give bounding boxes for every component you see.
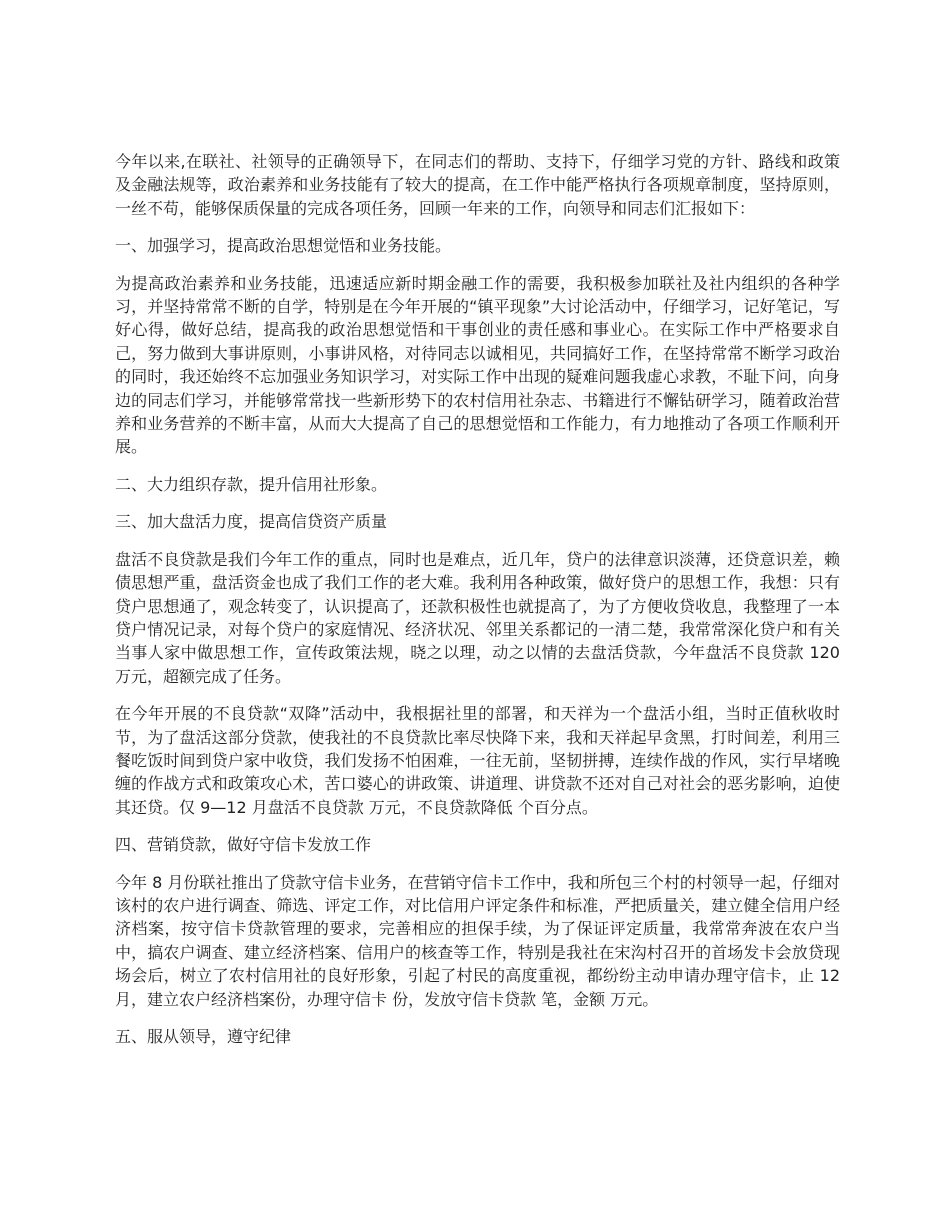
section-heading-2: 二、大力组织存款，提升信用社形象。 bbox=[115, 474, 388, 494]
intro-paragraph: 今年以来,在联社、社领导的正确领导下，在同志们的帮助、支持下，仔细学习党的方针、路线和政策及金融法规等，政治素养和业务技能有了较大的提高，在工作中能严格执行各项规章制度，坚持原则，一丝不苟，能够保质保量的完成各项任务，回顾一年来的工作，向领导和同志们汇报如下： bbox=[115, 152, 840, 218]
section-3-paragraph-1: 盘活不良贷款是我们今年工作的重点，同时也是难点，近几年，贷户的法律意识淡薄，还贷意识差，赖债思想严重，盘活资金也成了我们工作的老大难。我利用各种政策，做好贷户的思想工作，我想：只有贷户思想通了，观念转变了，认识提高了，还款积极性也就提高了，为了方便收贷收息，我整理了一本贷户情况记录，对每个贷户的家庭情况、经济状况、邻里关系都记的一清二楚，我常常深化贷户和有关当事人家中做思想工作，宣传政策法规，晓之以理，动之以情的去盘活贷款，今年盘活不良贷款 120 万元，超额完成了任务。 bbox=[115, 549, 840, 686]
section-heading-3: 三、加大盘活力度，提高信贷资产质量 bbox=[115, 512, 388, 532]
section-heading-5: 五、服从领导，遵守纪律 bbox=[115, 1027, 292, 1046]
section-4-paragraph: 今年 8 月份联社推出了贷款守信卡业务，在营销守信卡工作中，我和所包三个村的村领导一起，仔细对该村的农户进行调查、筛选、评定工作，对比信用户评定条件和标准，严把质量关，建立健全信用户经济档案，按守信卡贷款管理的要求，完善相应的担保手续，为了保证评定质量，我常常奔波在农户当中，搞农户调查、建立经济档案、信用户的核查等工作，特别是我社在宋沟村召开的首场发卡会放贷现场会后，树立了农村信用社的良好形象，引起了村民的高度重视，都纷纷主动申请办理守信卡，止 12 月，建立农户经济档案份，办理守信卡 份，发放守信卡贷款 笔，金额 万元。 bbox=[115, 872, 840, 1009]
section-heading-1: 一、加强学习，提高政治思想觉悟和业务技能。 bbox=[115, 236, 452, 256]
section-heading-4: 四、营销贷款，做好守信卡发放工作 bbox=[115, 835, 372, 855]
document-page bbox=[115, 150, 840, 1062]
section-3-paragraph-2: 在今年开展的不良贷款“双降”活动中，我根据社里的部署，和天祥为一个盘活小组，当时正值秋收时节，为了盘活这部分贷款，使我社的不良贷款比率尽快降下来，我和天祥起早贪黑，打时间差，利用三餐吃饭时间到贷户家中收贷，我们发扬不怕困难，一往无前，坚韧拼搏，连续作战的作风，实行早堵晚缠的作战方式和政策攻心术，苦口婆心的讲政策、讲道理、讲贷款不还对自己对社会的恶劣影响，迫使其还贷。仅 9—12 月盘活不良贷款 万元，不良贷款降低 个百分点。 bbox=[115, 704, 840, 817]
section-1-paragraph: 为提高政治素养和业务技能，迅速适应新时期金融工作的需要，我积极参加联社及社内组织的各种学习，并坚持常常不断的自学，特别是在今年开展的“镇平现象”大讨论活动中，仔细学习，记好笔记，写好心得，做好总结，提高我的政治思想觉悟和干事创业的责任感和事业心。在实际工作中严格要求自己，努力做到大事讲原则，小事讲风格，对待同志以诚相见，共同搞好工作，在坚持常常不断学习政治的同时，我还始终不忘加强业务知识学习，对实际工作中出现的疑难问题我虚心求教，不耻下问，向身边的同志们学习，并能够常常找一些新形势下的农村信用社杂志、书籍进行不懈钻研学习，随着政治营养和业务营养的不断丰富，从而大大提高了自己的思想觉悟和工作能力，有力地推动了各项工作顺利开展。 bbox=[115, 273, 840, 457]
